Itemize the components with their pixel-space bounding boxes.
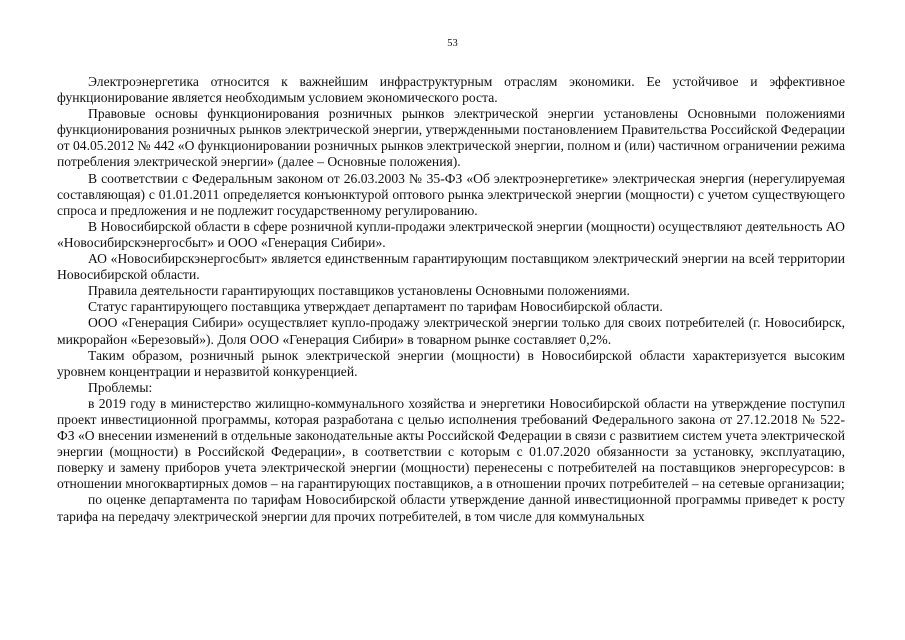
paragraph-problem-tariff-growth: по оценке департамента по тарифам Новосибирской области утверждение данной инвестиционной программы приведет к росту тарифа на передачу электрической энергии для прочих потребителей, в том числе для коммунальных: [57, 492, 845, 524]
document-body: [57, 74, 845, 525]
paragraph-guaranteeing-supplier: АО «Новосибирскэнергосбыт» является единственным гарантирующим поставщиком электрический энергии на всей территории Новосибирской области.: [57, 251, 845, 283]
paragraph-market-participants: В Новосибирской области в сфере розничной купли-продажи электрической энергии (мощности) осуществляют деятельность АО «Новосибирскэнергосбыт» и ООО «Генерация Сибири».: [57, 218, 845, 250]
page-number: 53: [447, 38, 458, 49]
paragraph-supplier-rules: Правила деятельности гарантирующих поставщиков установлены Основными положениями.: [88, 283, 630, 299]
paragraph-generation-siberia: ООО «Генерация Сибири» осуществляет купло-продажу электрической энергии только для своих потребителей (г. Новосибирск, микрорайон «Березовый»). Доля ООО «Генерация Сибири» в товарном рынке составляет 0,2%.: [57, 315, 845, 347]
paragraph-problem-investment-program: в 2019 году в министерство жилищно-коммунального хозяйства и энергетики Новосибирской области на утверждение поступил проект инвестиционной программы, которая разработана с целью исполнения требований Федерального закона от 27.12.2018 № 522-ФЗ «О внесении изменений в отдельные законодательные акты Российской Федерации в связи с развитием систем учета электрической энергии (мощности) в Российской Федерации», в соответствии с которым с 01.07.2020 обязанности за установку, эксплуатацию, поверку и замену приборов учета электрической энергии (мощности) перенесены с потребителей на поставщиков энергоресурсов: в отношении многоквартирных домов – на гарантирующих поставщиков, а в отношении прочих потребителей – на сетевые организации;: [57, 395, 845, 492]
paragraph-intro: Электроэнергетика относится к важнейшим инфраструктурным отраслям экономики. Ее устойчивое и эффективное функционирование является необходимым условием экономического роста.: [57, 74, 845, 106]
paragraph-federal-law: В соответствии с Федеральным законом от 26.03.2003 № 35-ФЗ «Об электроэнергетике» электрическая энергия (нерегулируемая составляющая) с 01.01.2011 определяется конъюнктурой оптового рынка электрической энергии (мощности) с учетом существующего спроса и предложения и не подлежит государственному регулированию.: [57, 170, 845, 218]
paragraph-problems-heading: Проблемы:: [88, 379, 153, 395]
paragraph-conclusion: Таким образом, розничный рынок электрической энергии (мощности) в Новосибирской области характеризуется высоким уровнем концентрации и неразвитой конкуренцией.: [57, 347, 845, 379]
paragraph-legal-basis: Правовые основы функционирования розничных рынков электрической энергии установлены Основными положениями функционирования розничных рынков электрической энергии, утвержденными постановлением Правительства Российской Федерации от 04.05.2012 № 442 «О функционировании розничных рынков электрической энергии, полном и (или) частичном ограничении режима потребления электрической энергии» (далее – Основные положения).: [57, 106, 845, 170]
paragraph-supplier-status: Статус гарантирующего поставщика утверждает департамент по тарифам Новосибирской области.: [88, 299, 663, 315]
